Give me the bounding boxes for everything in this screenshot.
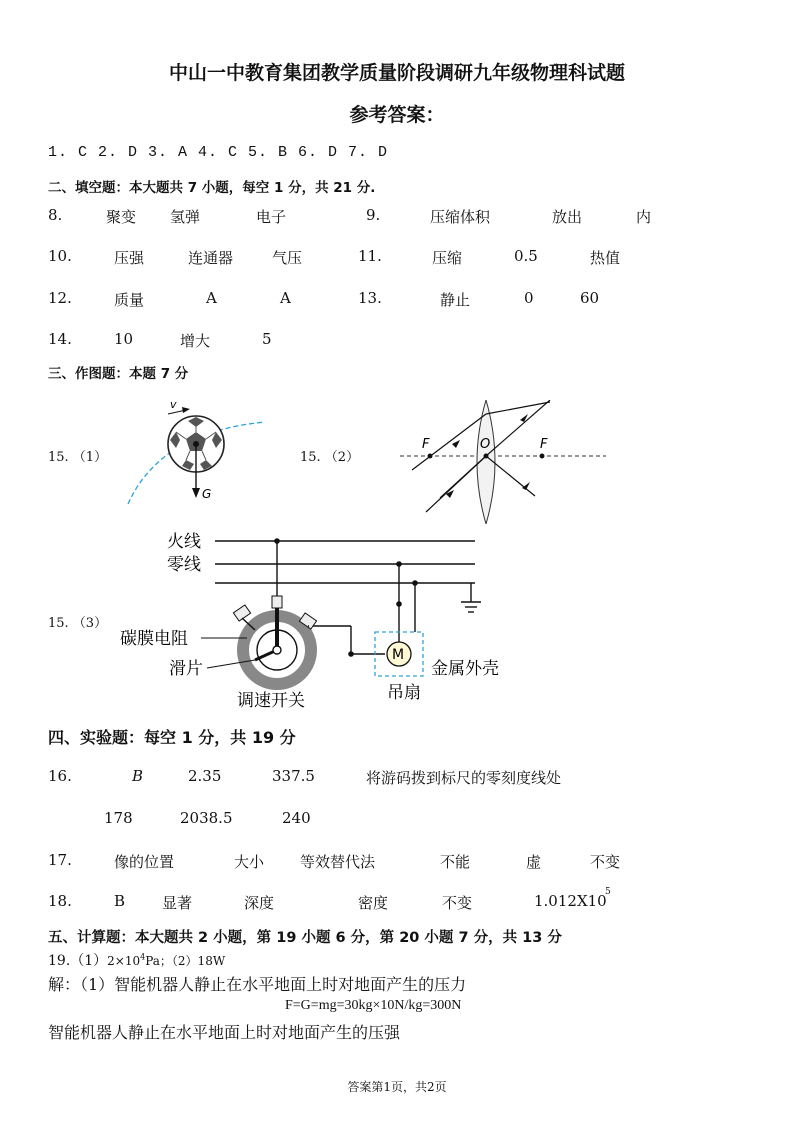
answer: 等效替代法: [300, 853, 376, 871]
answer: 静止: [440, 291, 471, 309]
fill-row-10-11: [0, 247, 794, 269]
answer: 像的位置: [114, 853, 175, 871]
answer: 0.5: [514, 247, 538, 265]
exp-row-18: [0, 887, 794, 914]
q19-label: 19.（1）: [48, 953, 108, 969]
answer: 增大: [180, 332, 211, 350]
answer: 2038.5: [180, 809, 233, 827]
answer: 不能: [440, 853, 471, 871]
answer: 聚变: [106, 208, 137, 226]
answer: 2.35: [188, 767, 222, 785]
label-f-right: F: [540, 437, 548, 452]
label-f-left: F: [422, 437, 430, 452]
q15-2-label: 15. （2）: [300, 450, 360, 465]
answer: 深度: [244, 894, 275, 912]
fill-row-14: [0, 330, 794, 352]
velocity-label: v: [170, 398, 177, 411]
gravity-label: G: [202, 487, 212, 501]
q-num: 10.: [48, 247, 72, 265]
solution-line-1: 解：（1）智能机器人静止在水平地面上时对地面产生的压力: [48, 975, 467, 994]
answer: 虚: [526, 853, 542, 871]
fill-row-8-9: [0, 206, 794, 228]
switch-label: 调速开关: [237, 691, 305, 711]
answer: 电子: [256, 208, 287, 226]
answer: A: [280, 289, 291, 307]
q19-unit: Pa；（2）18W: [145, 954, 226, 968]
answer: 将游码拨到标尺的零刻度线处: [366, 769, 562, 787]
page-footer: 答案第1页，共2页: [347, 1080, 447, 1094]
answer: 气压: [272, 249, 303, 267]
answer: 178: [104, 809, 133, 827]
solution-formula: F=G=mg=30kg×10N/kg=300N: [285, 998, 462, 1013]
answer: 密度: [358, 894, 389, 912]
page-subtitle: 参考答案：: [349, 104, 445, 126]
section5-heading: 五、计算题：本大题共 2 小题，第 19 小题 6 分，第 20 小题 7 分，共 13 分: [48, 930, 562, 946]
exp-row-16a: [0, 767, 794, 789]
q15-1-label: 15. （1）: [48, 450, 108, 465]
answer: 内: [636, 208, 652, 226]
answer: 1.012X10: [534, 892, 607, 910]
q-num: 9.: [366, 206, 381, 224]
motor-label: M: [392, 647, 405, 663]
answer: 5: [262, 330, 272, 348]
slider-label: 滑片: [169, 659, 203, 679]
answer: 质量: [114, 291, 145, 309]
fan-label: 吊扇: [387, 683, 421, 703]
soccer-ball-figure: [120, 392, 270, 507]
q19-exponent: 4: [140, 952, 146, 962]
carbon-label: 碳膜电阻: [120, 629, 188, 649]
live-wire-label: 火线: [167, 532, 201, 552]
answer: 不变: [442, 894, 473, 912]
q-num: 14.: [48, 330, 72, 348]
answer: A: [206, 289, 217, 307]
shell-label: 金属外壳: [431, 659, 499, 679]
answer: 放出: [552, 208, 583, 226]
fill-row-12-13: [0, 289, 794, 311]
neutral-wire-label: 零线: [167, 555, 201, 575]
terminal-middle: [272, 596, 282, 608]
q-num: 18.: [48, 892, 72, 910]
answer: B: [114, 892, 126, 910]
section4-heading: 四、实验题：每空 1 分，共 19 分: [48, 728, 296, 747]
circuit-figure: [115, 526, 535, 712]
section3-heading: 三、作图题：本题 7 分: [48, 366, 189, 382]
lens-figure: [400, 400, 606, 524]
page-title: 中山一中教育集团教学质量阶段调研九年级物理科试题: [168, 62, 625, 84]
multiple-choice-answers: 1. C 2. D 3. A 4. C 5. B 6. D 7. D: [48, 144, 389, 161]
answer: B: [132, 767, 144, 785]
answer: 10: [114, 330, 134, 348]
answer: 热值: [590, 249, 621, 267]
answer: 压缩体积: [430, 208, 491, 226]
q-num: 13.: [358, 289, 382, 307]
answer: 大小: [234, 853, 265, 871]
q19-value: 2×10: [107, 954, 141, 968]
section2-heading: 二、填空题：本大题共 7 小题，每空 1 分，共 21 分.: [48, 180, 376, 196]
answer-exponent: 5: [605, 887, 611, 897]
q15-3-label: 15. （3）: [48, 616, 108, 631]
q-num: 12.: [48, 289, 72, 307]
answer: 压缩: [432, 249, 463, 267]
answer: 240: [282, 809, 311, 827]
answer: 压强: [114, 249, 145, 267]
q-num: 16.: [48, 767, 72, 785]
answer: 不变: [590, 853, 621, 871]
answer: 氢弹: [170, 208, 201, 226]
exp-row-17: [0, 851, 794, 873]
answer: 0: [524, 289, 534, 307]
q-num: 11.: [358, 247, 382, 265]
q19-answer: [48, 950, 225, 970]
label-o: O: [480, 437, 491, 452]
answer: 60: [580, 289, 600, 307]
answer: 显著: [162, 894, 193, 912]
answer: 337.5: [272, 767, 315, 785]
answer: 连通器: [188, 249, 234, 267]
solution-line-2: 智能机器人静止在水平地面上时对地面产生的压强: [48, 1023, 401, 1042]
right-focus-point: [540, 454, 545, 459]
q-num: 8.: [48, 206, 63, 224]
q-num: 17.: [48, 851, 72, 869]
exp-row-16b: [0, 809, 794, 831]
